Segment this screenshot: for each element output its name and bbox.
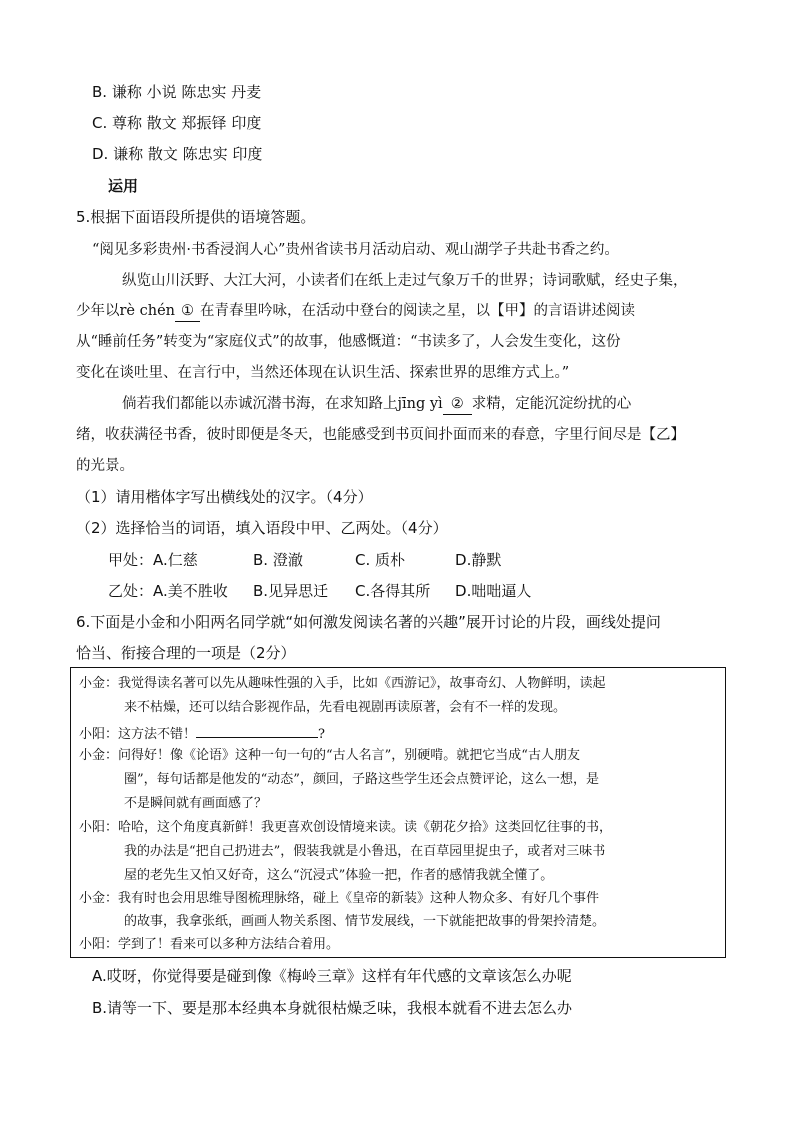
dialog-line: 小阳：哈哈，这个角度真新鲜！我更喜欢创设情境来读。读《朝花夕拾》这类回忆往事的书，: [79, 820, 613, 835]
dialog-line: 小阳：学到了！看来可以多种方法结合着用。: [79, 937, 340, 952]
jia-option-b: B. 澄澈: [253, 551, 303, 569]
q5-title: 5.根据下面语段所提供的语境答题。: [76, 208, 316, 226]
dialog-line: 小金：我觉得读名著可以先从趣味性强的入手，比如《西游记》，故事奇幻、人物鲜明，读起: [79, 676, 606, 691]
q5-sub-question-2: （2）选择恰当的词语，填入语段中甲、乙两处。（4分）: [76, 519, 448, 537]
jia-label: 甲处：: [108, 551, 154, 569]
q6-option-a: A.哎呀，你觉得要是碰到像《梅岭三章》这样有年代感的文章该怎么办呢: [92, 967, 572, 985]
q5-paragraph-3-line-1: [122, 394, 631, 415]
yi-option-a: A.美不胜收: [153, 582, 228, 600]
dialog-line: 我的办法是“把自己扔进去”，假装我就是小鲁迅，在百草园里捉虫子，或者对三味书: [124, 844, 606, 859]
dialog-line: 圈”，每句话都是他发的“动态”，颜回，子路这些学生还会点赞评论，这么一想，是: [124, 772, 599, 787]
q5-text: 在青春里吟咏，在活动中登台的阅读之星，以【甲】的言语讲述阅读: [200, 303, 636, 319]
dialogue-box: [70, 667, 726, 958]
yi-option-c: C.各得其所: [355, 582, 431, 600]
q5-paragraph-2-line-1: 纵览山川沃野、大江大河，小读者们在纸上走过气象万千的世界；诗词歌赋，经史子集，: [122, 273, 688, 289]
q6-option-b: B.请等一下、要是那本经典本身就很枯燥乏味，我根本就看不进去怎么办: [92, 999, 573, 1017]
q5-paragraph-3-line-3: 的光景。: [76, 458, 134, 474]
yi-option-b: B.见异思迁: [253, 582, 329, 600]
pinyin-reading-2: jīng yì: [397, 396, 443, 412]
dialog-line: [79, 723, 325, 744]
yi-label: 乙处：: [108, 582, 154, 600]
q5-text: 倘若我们都能以赤诚沉潜书海，在求知路上: [122, 396, 398, 412]
q5-paragraph-2-line-3: 从“睡前任务”转变为“家庭仪式”的故事，他感慨道：“书读多了，人会发生变化，这份: [76, 334, 621, 350]
q5-paragraph-1: “阅见多彩贵州·书香浸润人心”贵州省读书月活动启动、观山湖学子共赴书香之约。: [92, 242, 619, 258]
jia-option-c: C. 质朴: [355, 551, 406, 569]
q5-paragraph-3-line-2: 绪，收获满径书香，彼时即便是冬天，也能感受到书页间扑面而来的春意，字里行间尽是【乙】: [76, 427, 685, 443]
jia-options-row: [108, 550, 501, 570]
dialog-line: 小金：我有时也会用思维导图梳理脉络，碰上《皇帝的新装》这种人物众多、有好几个事件: [79, 891, 600, 906]
jia-option-a: A.仁慈: [153, 551, 198, 569]
dialog-text: 小阳：这方法不错！: [79, 727, 197, 742]
dialog-line: 屋的老先生又怕又好奇，这么“沉浸式”体验一把，作者的感情我就全懂了。: [124, 868, 554, 883]
question-blank: [196, 723, 318, 738]
jia-option-d: D.静默: [455, 551, 502, 569]
blank-1: ①: [175, 301, 200, 322]
blank-2: ②: [443, 394, 472, 415]
dialog-text: ?: [318, 727, 325, 742]
dialog-line: 小金：问得好！像《论语》这种一句一句的“古人名言”，别硬啃。就把它当成“古人朋友: [79, 748, 580, 763]
q5-text: 求精，定能沉淀纷扰的心: [471, 396, 632, 412]
dialog-line: 不是瞬间就有画面感了？: [124, 796, 268, 811]
q5-sub-question-1: （1）请用楷体字写出横线处的汉字。（4分）: [76, 488, 373, 506]
q5-text: 少年以: [76, 303, 120, 319]
option-c: C. 尊称 散文 郑振铎 印度: [92, 114, 262, 132]
q5-paragraph-2-line-2: [76, 301, 635, 322]
dialog-line: 的故事，我拿张纸，画画人物关系图、情节发展线，一下就能把故事的骨架拎清楚。: [124, 914, 606, 929]
dialog-line: 来不枯燥，还可以结合影视作品，先看电视剧再读原著，会有不一样的发现。: [124, 700, 567, 715]
yi-options-row: [108, 581, 531, 601]
q6-title-line-1: 6.下面是小金和小阳两名同学就“如何激发阅读名著的兴趣”展开讨论的片段，画线处提问: [76, 613, 661, 631]
yi-option-d: D.咄咄逼人: [455, 582, 532, 600]
q6-title-line-2: 恰当、衔接合理的一项是（2分）: [76, 644, 296, 662]
section-title: 运用: [108, 177, 139, 195]
q5-paragraph-2-line-4: 变化在谈吐里、在言行中，当然还体现在认识生活、探索世界的思维方式上。”: [76, 365, 570, 381]
pinyin-reading-1: rè chén: [119, 303, 176, 319]
option-d: D. 谦称 散文 陈忠实 印度: [92, 145, 263, 163]
option-b: B. 谦称 小说 陈忠实 丹麦: [92, 83, 262, 101]
